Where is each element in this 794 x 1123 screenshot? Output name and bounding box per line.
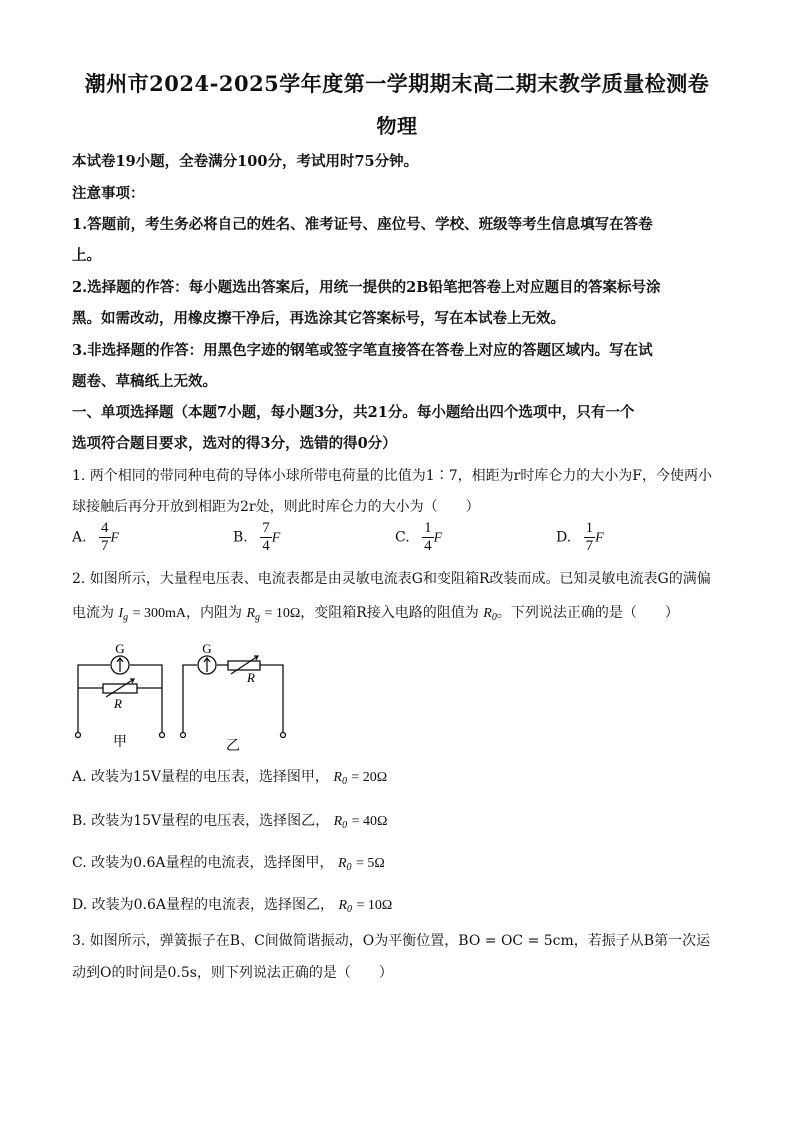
- q1-option-fraction: [260, 520, 272, 555]
- q2-option-a: [72, 766, 387, 787]
- notice-heading: 注意事项：: [72, 185, 145, 202]
- denominator: 7: [101, 538, 109, 554]
- q2-text-b-2: ，内阻为: [185, 605, 242, 621]
- ig-subscript: g: [123, 612, 129, 623]
- q1-option-var: F: [595, 530, 604, 546]
- g-label-yi: G: [202, 641, 212, 656]
- q1-option-d: [556, 520, 604, 555]
- circuit-figure: [70, 640, 300, 755]
- r0-value: = 5Ω: [355, 856, 385, 871]
- notice-2b: 黑。如需改动，用橡皮擦干净后，再选涂其它答案标号，写在本试卷上无效。: [72, 310, 565, 327]
- terminal-icon: [281, 733, 286, 738]
- q1-option-var: F: [271, 530, 281, 546]
- denominator: 4: [262, 538, 270, 554]
- ig-symbol: I: [118, 606, 124, 621]
- r0-subscript: 0: [346, 862, 352, 873]
- caption-jia: 甲: [113, 735, 127, 750]
- q1-option-var: F: [433, 530, 443, 546]
- q2-option-text: B. 改装为15V量程的电压表，选择图乙，: [72, 813, 330, 829]
- denominator: 4: [424, 538, 432, 554]
- numerator: 7: [262, 520, 270, 536]
- numerator: 1: [585, 520, 594, 536]
- notice-3b: 题卷、草稿纸上无效。: [72, 373, 217, 390]
- q1-option-fraction: [422, 520, 434, 555]
- denominator: 7: [585, 538, 594, 554]
- r0-value: = 40Ω: [351, 814, 388, 829]
- r0-symbol: R: [483, 606, 492, 621]
- terminal-icon: [181, 733, 186, 738]
- r0-subscript: 0: [342, 820, 348, 831]
- q3-text-b: 动到O的时间是0.5s，则下列说法正确的是（ ）: [72, 965, 393, 981]
- r0-value: = 10Ω: [356, 898, 393, 913]
- q2-text-b-4: 。下列说法正确的是（ ）: [496, 605, 679, 621]
- rg-symbol: R: [246, 606, 255, 621]
- r0-symbol: R: [333, 814, 343, 829]
- q2-text-b-3: ，变阻箱R接入电路的阻值为: [300, 605, 479, 621]
- q2-option-text: A. 改装为15V量程的电压表，选择图甲，: [72, 769, 329, 785]
- q2-option-text: C. 改装为0.6A量程的电流表，选择图甲，: [72, 855, 334, 871]
- r0-subscript: 0: [341, 776, 347, 787]
- q1-option-a: [72, 520, 119, 555]
- q1-option-fraction: [99, 520, 111, 555]
- notice-2a: 2.选择题的作答：每小题选出答案后，用统一提供的2B铅笔把答卷上对应题目的答案标号涂: [72, 279, 661, 296]
- rg-value: = 10Ω: [264, 606, 301, 621]
- q2-option-c: [72, 852, 385, 873]
- wire: [183, 665, 197, 732]
- q3-text-a: 3. 如图所示，弹簧振子在B、C间做简谐振动，O为平衡位置，BO = OC = 5cm，若振子从B第一次运: [72, 933, 711, 949]
- q2-option-text: D. 改装为0.6A量程的电流表，选择图乙，: [72, 897, 335, 913]
- section1-heading-b: 选项符合题目要求，选对的得3分，选错的得0分）: [72, 435, 397, 452]
- q1-option-label: D.: [556, 529, 572, 546]
- r0-symbol: R: [333, 770, 342, 785]
- terminal-icon: [76, 733, 81, 738]
- notice-1a: 1.答题前，考生务必将自己的姓名、准考证号、座位号、学校、班级等考生信息填写在答卷: [72, 216, 653, 233]
- rg-subscript: g: [255, 612, 260, 623]
- notice-1b: 上。: [72, 247, 101, 264]
- notice-3a: 3.非选择题的作答：用黑色字迹的钢笔或签字笔直接答在答卷上对应的答题区域内。写在试: [72, 342, 653, 359]
- terminal-icon: [160, 733, 165, 738]
- q2-option-d: [72, 894, 392, 915]
- q1-option-label: B.: [233, 529, 248, 546]
- q2-option-b: [72, 810, 387, 831]
- q1-option-b: [233, 520, 280, 555]
- circuit-yi: [181, 656, 286, 738]
- q1-text-b: 球接触后再分开放到相距为2r处，则此时库仑力的大小为（ ）: [72, 499, 480, 515]
- q1-option-var: F: [110, 530, 120, 546]
- r0-symbol: R: [338, 898, 348, 913]
- q1-option-label: A.: [72, 529, 87, 546]
- exam-title: 潮州市2024-2025学年度第一学期期末高二期末教学质量检测卷: [84, 71, 710, 96]
- q1-text-a: 1. 两个相同的带同种电荷的导体小球所带电荷量的比值为1∶7，相距为r时库仑力的大小为F，今使两小: [72, 468, 713, 484]
- wire: [260, 665, 283, 732]
- r0-symbol: R: [337, 856, 347, 871]
- g-label-jia: G: [115, 641, 125, 656]
- q1-option-c: [395, 520, 442, 555]
- r0-value: = 20Ω: [351, 770, 388, 785]
- numerator: 4: [101, 520, 109, 536]
- section1-heading-a: 一、单项选择题（本题7小题，每小题3分，共21分。每小题给出四个选项中，只有一个: [72, 404, 635, 421]
- q2-text-b: [72, 602, 679, 623]
- caption-yi: 乙: [226, 739, 240, 754]
- ig-value: = 300mA: [132, 606, 186, 621]
- r0-subscript: 0: [347, 904, 353, 915]
- q2-text-a: 2. 如图所示，大量程电压表、电流表都是由灵敏电流表G和变阻箱R改装而成。已知灵敏电流表G的满偏: [72, 571, 711, 587]
- r-label-jia: R: [114, 696, 122, 711]
- r0-subscript: 0: [491, 612, 497, 623]
- q1-option-label: C.: [395, 529, 410, 546]
- q2-text-b-1: 电流为: [72, 605, 114, 621]
- numerator: 1: [424, 520, 432, 536]
- r-label-yi: R: [247, 670, 255, 685]
- q1-option-fraction: [584, 520, 596, 555]
- subject-title: 物理: [376, 114, 418, 138]
- exam-summary: 本试卷19小题，全卷满分100分，考试用时75分钟。: [72, 153, 419, 170]
